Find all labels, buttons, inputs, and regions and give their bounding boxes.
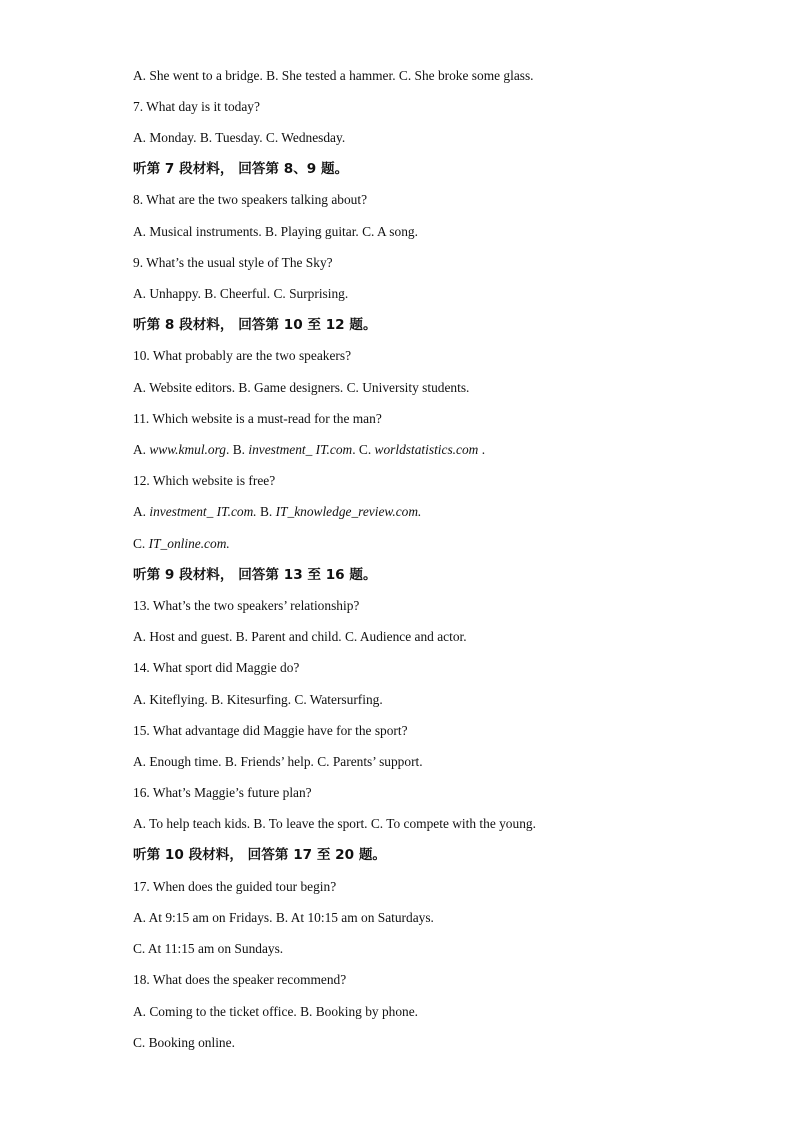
answer-options-q12-c bbox=[133, 535, 230, 553]
section-heading-9: 听第 9 段材料， 回答第 13 至 16 题。 bbox=[133, 567, 377, 583]
question-12: 12. Which website is free? bbox=[133, 473, 276, 488]
question-15: 15. What advantage did Maggie have for the sport? bbox=[133, 723, 408, 738]
option-a-label: A. bbox=[133, 504, 150, 519]
section-heading-7: 听第 7 段材料， 回答第 8、9 题。 bbox=[133, 161, 349, 177]
answer-options-q17-ab: A. At 9:15 am on Fridays. B. At 10:15 am on Saturdays. bbox=[133, 910, 434, 925]
question-13: 13. What’s the two speakers’ relationship? bbox=[133, 598, 360, 613]
option-b-website: IT_knowledge_review.com. bbox=[275, 504, 422, 519]
option-a-label: A. bbox=[133, 442, 150, 457]
question-17: 17. When does the guided tour begin? bbox=[133, 879, 337, 894]
question-11: 11. Which website is a must-read for the man? bbox=[133, 411, 382, 426]
answer-options-q14: A. Kiteflying. B. Kitesurfing. C. Watersurfing. bbox=[133, 692, 383, 707]
option-c-website: IT_online.com. bbox=[148, 536, 230, 551]
option-c-label: . C. bbox=[352, 442, 375, 457]
answer-options-q13: A. Host and guest. B. Parent and child. C. Audience and actor. bbox=[133, 629, 467, 644]
option-b-label: B. bbox=[256, 504, 276, 519]
answer-options-q7: A. Monday. B. Tuesday. C. Wednesday. bbox=[133, 130, 346, 145]
question-14: 14. What sport did Maggie do? bbox=[133, 660, 300, 675]
section-heading-10: 听第 10 段材料， 回答第 17 至 20 题。 bbox=[133, 847, 387, 863]
question-7: 7. What day is it today? bbox=[133, 99, 260, 114]
option-b-label: . B. bbox=[226, 442, 249, 457]
answer-options-q15: A. Enough time. B. Friends’ help. C. Parents’ support. bbox=[133, 754, 423, 769]
question-16: 16. What’s Maggie’s future plan? bbox=[133, 785, 312, 800]
trailing-period: . bbox=[478, 442, 486, 457]
option-b-website: investment_ IT.com bbox=[248, 442, 353, 457]
option-c-website: worldstatistics.com bbox=[374, 442, 479, 457]
answer-options-q11 bbox=[133, 441, 485, 459]
question-9: 9. What’s the usual style of The Sky? bbox=[133, 255, 333, 270]
answer-options-q9: A. Unhappy. B. Cheerful. C. Surprising. bbox=[133, 286, 349, 301]
question-8: 8. What are the two speakers talking about? bbox=[133, 192, 368, 207]
option-c-label: C. bbox=[133, 536, 149, 551]
section-heading-8: 听第 8 段材料， 回答第 10 至 12 题。 bbox=[133, 317, 377, 333]
answer-options-q10: A. Website editors. B. Game designers. C. University students. bbox=[133, 380, 470, 395]
answer-options-q12-ab bbox=[133, 503, 421, 521]
answer-options-q18-c: C. Booking online. bbox=[133, 1035, 235, 1050]
answer-options-q8: A. Musical instruments. B. Playing guitar. C. A song. bbox=[133, 224, 418, 239]
answer-options-q18-ab: A. Coming to the ticket office. B. Booking by phone. bbox=[133, 1004, 419, 1019]
option-a-website: www.kmul.org bbox=[149, 442, 227, 457]
option-a-website: investment_ IT.com. bbox=[149, 504, 257, 519]
question-18: 18. What does the speaker recommend? bbox=[133, 972, 347, 987]
answer-options-q16: A. To help teach kids. B. To leave the sport. C. To compete with the young. bbox=[133, 816, 536, 831]
answer-options-q6: A. She went to a bridge. B. She tested a hammer. C. She broke some glass. bbox=[133, 68, 534, 83]
answer-options-q17-c: C. At 11:15 am on Sundays. bbox=[133, 941, 284, 956]
question-10: 10. What probably are the two speakers? bbox=[133, 348, 352, 363]
